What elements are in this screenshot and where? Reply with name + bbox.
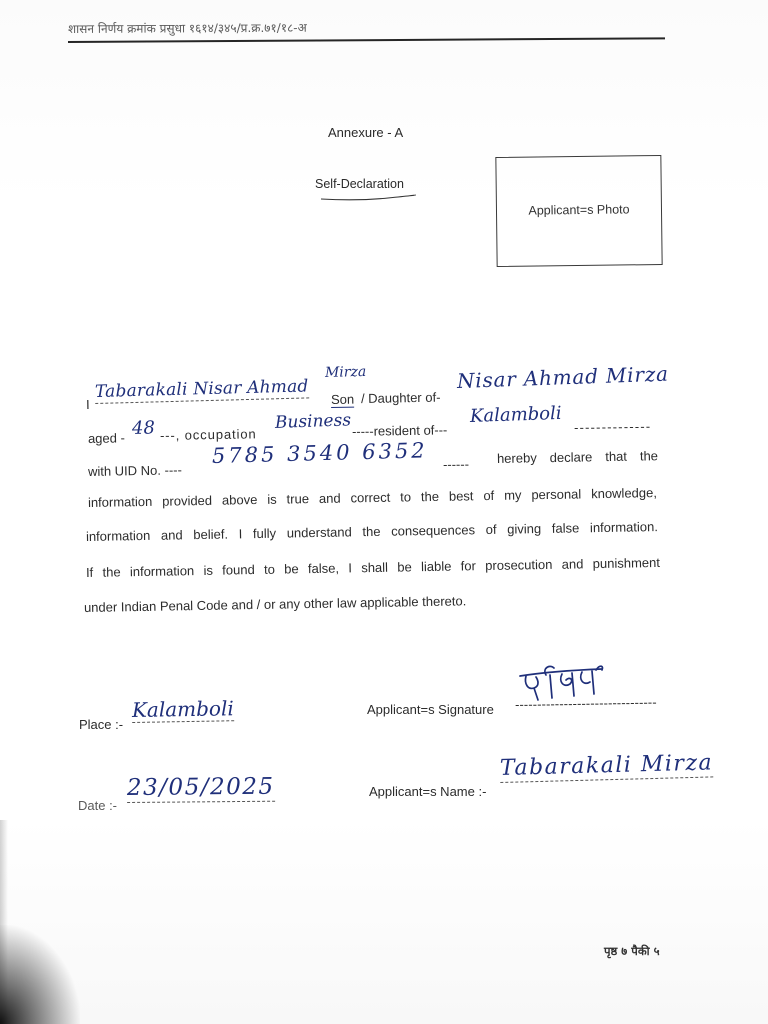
declaration-line-1: information provided above is true and correct to the best of my personal knowledge, [87, 485, 658, 510]
applicant-name-field: Tabarakali Nisar Ahmad [94, 376, 309, 402]
gr-reference-header: शासन निर्णय क्रमांक प्रसुधा १६१४/३४५/प्र.क्र.७१/१८-अ [67, 20, 307, 36]
relation-son-label [331, 392, 354, 408]
uid-label: with UID No. ---- [87, 462, 182, 479]
parent-name-field: Nisar Ahmad Mirza [456, 361, 670, 393]
applicant-photo-box [495, 155, 662, 267]
uid-trail: ------ [442, 456, 470, 472]
uid-field: 5785 3540 6352 [211, 438, 428, 468]
form-title-handdrawn-underline [318, 190, 418, 204]
date-field: 23/05/2025 [127, 775, 275, 804]
age-field: 48 [131, 417, 156, 439]
page-number: पृष्ठ ७ पैकी ५ [604, 944, 660, 958]
aged-label: aged - [87, 430, 125, 446]
date-label: Date :- [78, 798, 118, 813]
name-label: Applicant=s Name :- [369, 784, 487, 799]
place-field: Kalamboli [131, 696, 234, 722]
occupation-field: Business [274, 410, 352, 433]
occupation-label: ---, occupation [159, 426, 257, 443]
name-field: Tabarakali Mirza [500, 751, 714, 783]
declaration-line-3: If the information is found to be false, I shall be liable for prosecution and punishment [85, 554, 661, 580]
resident-label: -----resident of--- [351, 422, 448, 439]
residence-field: Kalamboli [469, 402, 562, 427]
residence-trail: -------------- [573, 418, 652, 435]
applicant-photo-label: Applicant=s Photo [528, 202, 630, 218]
declare-text: hereby declare that the [496, 448, 659, 466]
place-label: Place :- [79, 717, 124, 732]
signature-label: Applicant=s Signature [367, 702, 494, 717]
form-title: Self-Declaration [315, 177, 404, 191]
applicant-signature-image [512, 660, 608, 706]
relation-son-underlined: Son [330, 391, 355, 407]
declaration-line-4: under Indian Penal Code and / or any other law applicable thereto. [83, 593, 467, 615]
applicant-name-addition: Mirza [324, 363, 367, 381]
signature-trail: -------------------------------- [514, 694, 657, 712]
pronoun-i: I [85, 396, 90, 412]
relation-rest-label: / Daughter of- [360, 389, 441, 406]
declaration-line-2: information and belief. I fully understand the consequences of giving false information. [85, 519, 659, 544]
annexure-title: Annexure - A [328, 125, 404, 140]
scan-corner-shadow [0, 925, 80, 1024]
